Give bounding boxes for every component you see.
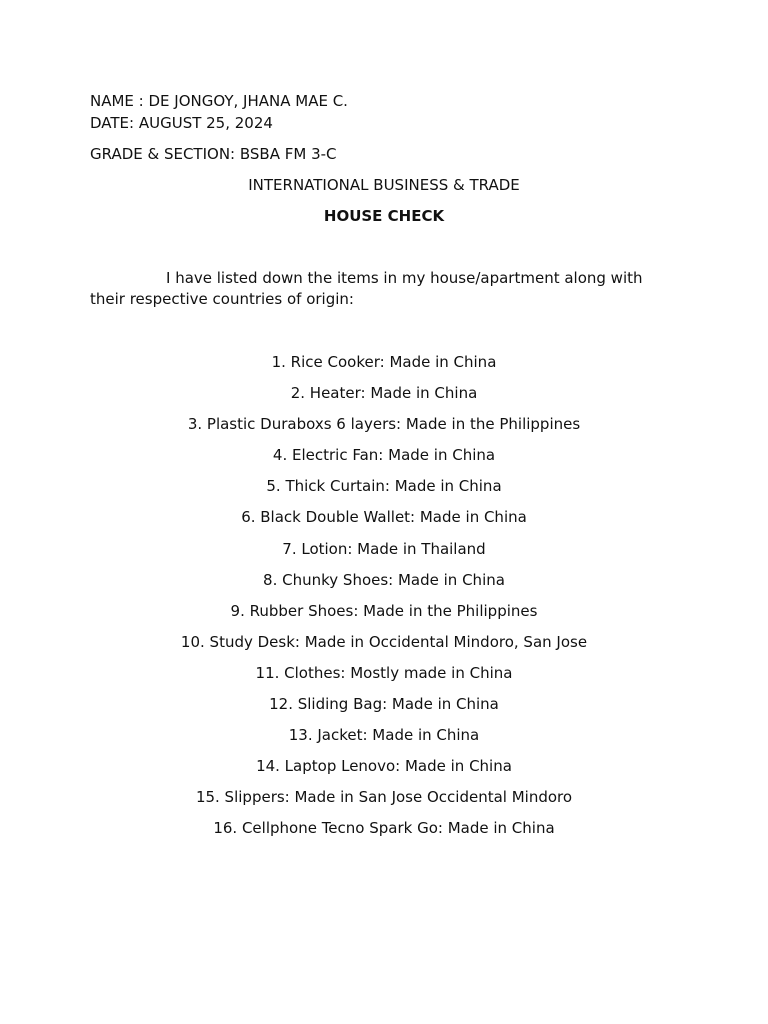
list-item: 1. Rice Cooker: Made in China bbox=[271, 353, 497, 371]
list-item: 3. Plastic Duraboxs 6 layers: Made in the Philippines bbox=[187, 415, 581, 434]
list-item: 15. Slippers: Made in San Jose Occidental Mindoro bbox=[195, 788, 573, 807]
intro-paragraph: I have listed down the items in my house/apartment along with their respective countries of origin: bbox=[90, 269, 643, 308]
document-title: HOUSE CHECK bbox=[323, 207, 445, 225]
list-item: 7. Lotion: Made in Thailand bbox=[282, 539, 486, 558]
list-item: 2. Heater: Made in China bbox=[290, 384, 478, 403]
list-item: 5. Thick Curtain: Made in China bbox=[266, 477, 502, 496]
student-name: NAME : DE JONGOY, JHANA MAE C. bbox=[90, 92, 348, 110]
list-item: 6. Black Double Wallet: Made in China bbox=[241, 508, 527, 527]
list-item: 14. Laptop Lenovo: Made in China bbox=[256, 757, 512, 776]
items-list bbox=[0, 352, 768, 850]
list-item: 4. Electric Fan: Made in China bbox=[272, 446, 496, 465]
list-item: 16. Cellphone Tecno Spark Go: Made in China bbox=[213, 819, 555, 838]
list-item: 10. Study Desk: Made in Occidental Mindoro, San Jose bbox=[180, 632, 588, 651]
list-item: 9. Rubber Shoes: Made in the Philippines bbox=[230, 601, 538, 620]
list-item: 13. Jacket: Made in China bbox=[288, 726, 480, 745]
list-item: 8. Chunky Shoes: Made in China bbox=[263, 570, 505, 589]
grade-section: GRADE & SECTION: BSBA FM 3-C bbox=[90, 145, 337, 163]
list-item: 12. Sliding Bag: Made in China bbox=[269, 695, 499, 714]
list-item: 11. Clothes: Mostly made in China bbox=[255, 663, 513, 682]
submission-date: DATE: AUGUST 25, 2024 bbox=[90, 114, 273, 132]
course-title: INTERNATIONAL BUSINESS & TRADE bbox=[248, 176, 520, 194]
